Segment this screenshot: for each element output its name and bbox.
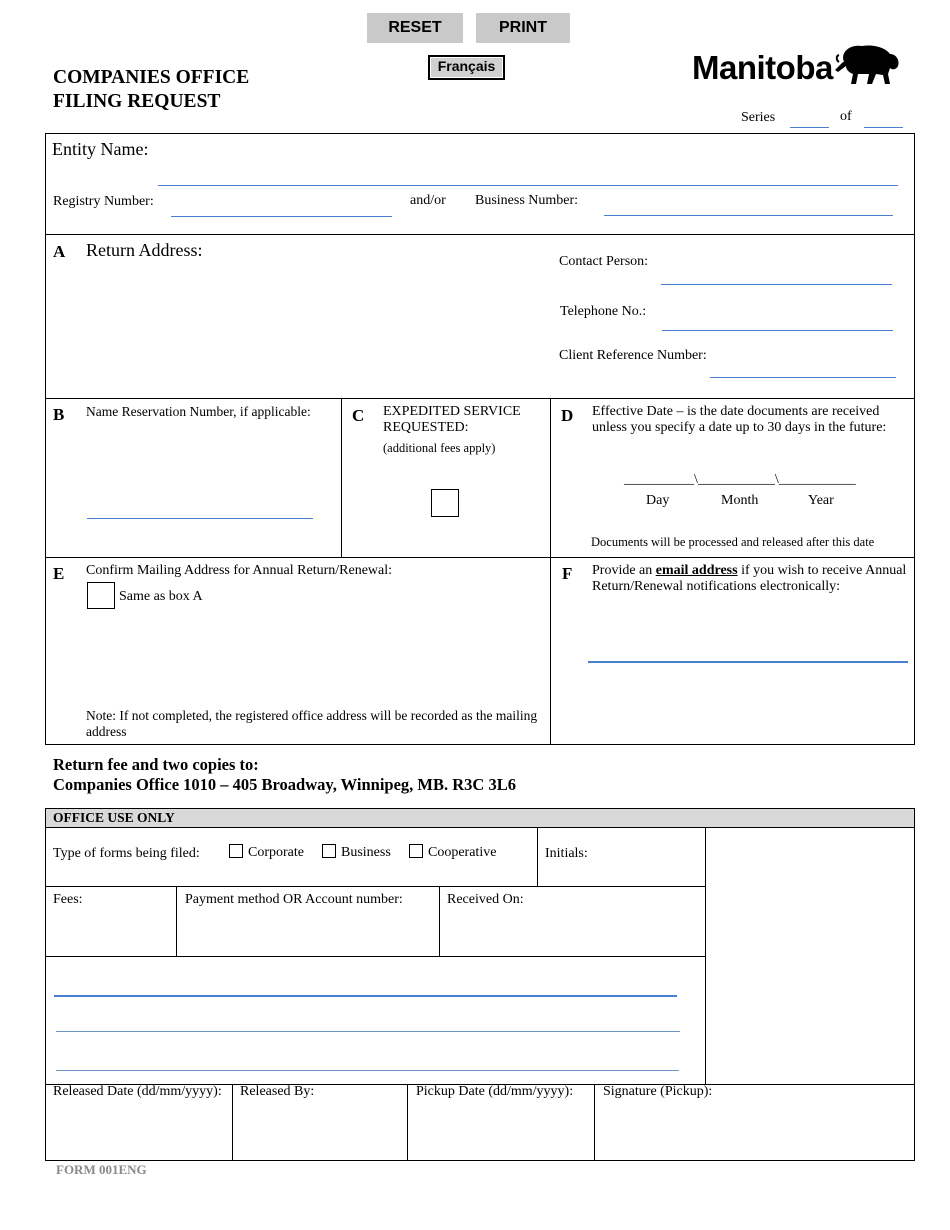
mailing-note-line-2: address: [86, 724, 127, 739]
section-d-letter: D: [561, 406, 574, 425]
series-label: Series: [741, 110, 776, 125]
effective-date-line-1: Effective Date – is the date documents are received: [592, 404, 880, 419]
form-title: [53, 66, 249, 114]
section-e-letter: E: [53, 564, 65, 583]
cooperative-label: Cooperative: [428, 845, 497, 860]
andor-label: and/or: [410, 193, 446, 208]
divider: [232, 1084, 233, 1161]
entity-name-label: Entity Name:: [52, 139, 149, 159]
divider: [341, 398, 342, 557]
series-of-label: of: [840, 109, 852, 124]
registry-number-field[interactable]: [171, 216, 392, 217]
return-line-1: Return fee and two copies to:: [53, 755, 259, 774]
form-id: FORM 001ENG: [56, 1162, 147, 1177]
office-notes-line[interactable]: [56, 1070, 679, 1071]
business-number-label: Business Number:: [475, 193, 579, 208]
client-reference-field[interactable]: [710, 377, 896, 378]
section-b-letter: B: [53, 405, 65, 424]
released-date-label: Released Date (dd/mm/yyyy):: [53, 1084, 222, 1099]
logo-wordmark: Manitoba: [692, 49, 833, 86]
pickup-date-label: Pickup Date (dd/mm/yyyy):: [416, 1084, 574, 1099]
divider: [45, 398, 915, 399]
return-line-2: Companies Office 1010 – 405 Broadway, Winnipeg, MB. R3C 3L6: [53, 775, 516, 794]
email-instructions: [592, 563, 906, 595]
year-label: Year: [808, 493, 834, 508]
signature-pickup-label: Signature (Pickup):: [603, 1084, 713, 1099]
expedited-line-1: EXPEDITED SERVICE: [383, 404, 521, 419]
divider: [45, 886, 705, 887]
divider: [176, 886, 177, 956]
office-notes-line[interactable]: [54, 995, 677, 997]
email-address-field[interactable]: [588, 661, 908, 663]
entity-name-field[interactable]: [158, 185, 898, 186]
effective-date-line-2: unless you specify a date up to 30 days in the future:: [592, 420, 887, 435]
registry-number-label: Registry Number:: [53, 194, 154, 209]
additional-fees-note: (additional fees apply): [383, 441, 496, 455]
divider: [537, 828, 538, 886]
divider: [705, 828, 706, 1084]
email-text-post: if you wish to receive Annual: [737, 563, 907, 578]
received-on-label: Received On:: [447, 892, 524, 907]
cooperative-checkbox[interactable]: [409, 844, 423, 858]
return-address-label: Return Address:: [86, 240, 203, 260]
divider: [439, 886, 440, 956]
mailing-address-note: [86, 708, 537, 740]
email-address-emphasis: email address: [655, 563, 738, 578]
processing-note: Documents will be processed and released after this date: [591, 535, 875, 549]
divider: [594, 1084, 595, 1161]
expedited-line-2: REQUESTED:: [383, 420, 469, 435]
released-by-label: Released By:: [240, 1084, 315, 1099]
return-instructions: [53, 755, 516, 795]
name-reservation-label: Name Reservation Number, if applicable:: [86, 404, 311, 419]
office-notes-line[interactable]: [56, 1031, 680, 1032]
section-f-letter: F: [562, 564, 573, 583]
divider: [45, 234, 915, 235]
name-reservation-field[interactable]: [87, 518, 313, 519]
office-use-header-bar: [46, 809, 914, 828]
confirm-mailing-label: Confirm Mailing Address for Annual Return/Renewal:: [86, 563, 393, 578]
divider: [45, 956, 705, 957]
contact-person-field[interactable]: [661, 284, 892, 285]
payment-method-label: Payment method OR Account number:: [185, 892, 403, 907]
contact-person-label: Contact Person:: [559, 254, 649, 269]
business-checkbox[interactable]: [322, 844, 336, 858]
fees-label: Fees:: [53, 892, 83, 907]
print-button[interactable]: PRINT: [476, 13, 570, 43]
telephone-field[interactable]: [662, 330, 893, 331]
forms-type-label: Type of forms being filed:: [53, 846, 200, 861]
title-line-1: COMPANIES OFFICE: [53, 67, 250, 88]
office-use-header: OFFICE USE ONLY: [53, 810, 175, 825]
effective-date-label: [592, 404, 886, 436]
series-total-field[interactable]: [864, 127, 903, 128]
title-line-2: FILING REQUEST: [53, 91, 221, 112]
expedited-service-label: [383, 404, 521, 436]
same-as-box-a-label: Same as box A: [119, 589, 203, 604]
email-text-pre: Provide an: [592, 563, 656, 578]
series-number-field[interactable]: [790, 127, 829, 128]
divider: [407, 1084, 408, 1161]
main-form-box: [45, 133, 915, 745]
business-label: Business: [341, 845, 391, 860]
telephone-label: Telephone No.:: [560, 304, 647, 319]
day-label: Day: [646, 493, 670, 508]
corporate-checkbox[interactable]: [229, 844, 243, 858]
section-a-letter: A: [53, 242, 66, 261]
reset-button[interactable]: RESET: [367, 13, 463, 43]
client-reference-label: Client Reference Number:: [559, 348, 707, 363]
corporate-label: Corporate: [248, 845, 304, 860]
effective-date-field[interactable]: __________\___________\___________: [624, 472, 856, 487]
business-number-field[interactable]: [604, 215, 893, 216]
section-c-letter: C: [352, 406, 365, 425]
same-as-box-a-checkbox[interactable]: [87, 582, 115, 609]
return-address-field[interactable]: [84, 264, 534, 389]
bison-icon: [834, 42, 902, 86]
manitoba-logo: [692, 40, 902, 88]
expedited-service-checkbox[interactable]: [431, 489, 459, 517]
language-toggle-button[interactable]: Français: [428, 55, 505, 80]
divider: [550, 398, 551, 745]
email-text-line-2: Return/Renewal notifications electronically:: [592, 579, 841, 594]
month-label: Month: [721, 493, 759, 508]
initials-label: Initials:: [545, 846, 588, 861]
divider: [45, 557, 915, 558]
mailing-note-line-1: Note: If not completed, the registered office address will be recorded as the mailing: [86, 708, 538, 723]
